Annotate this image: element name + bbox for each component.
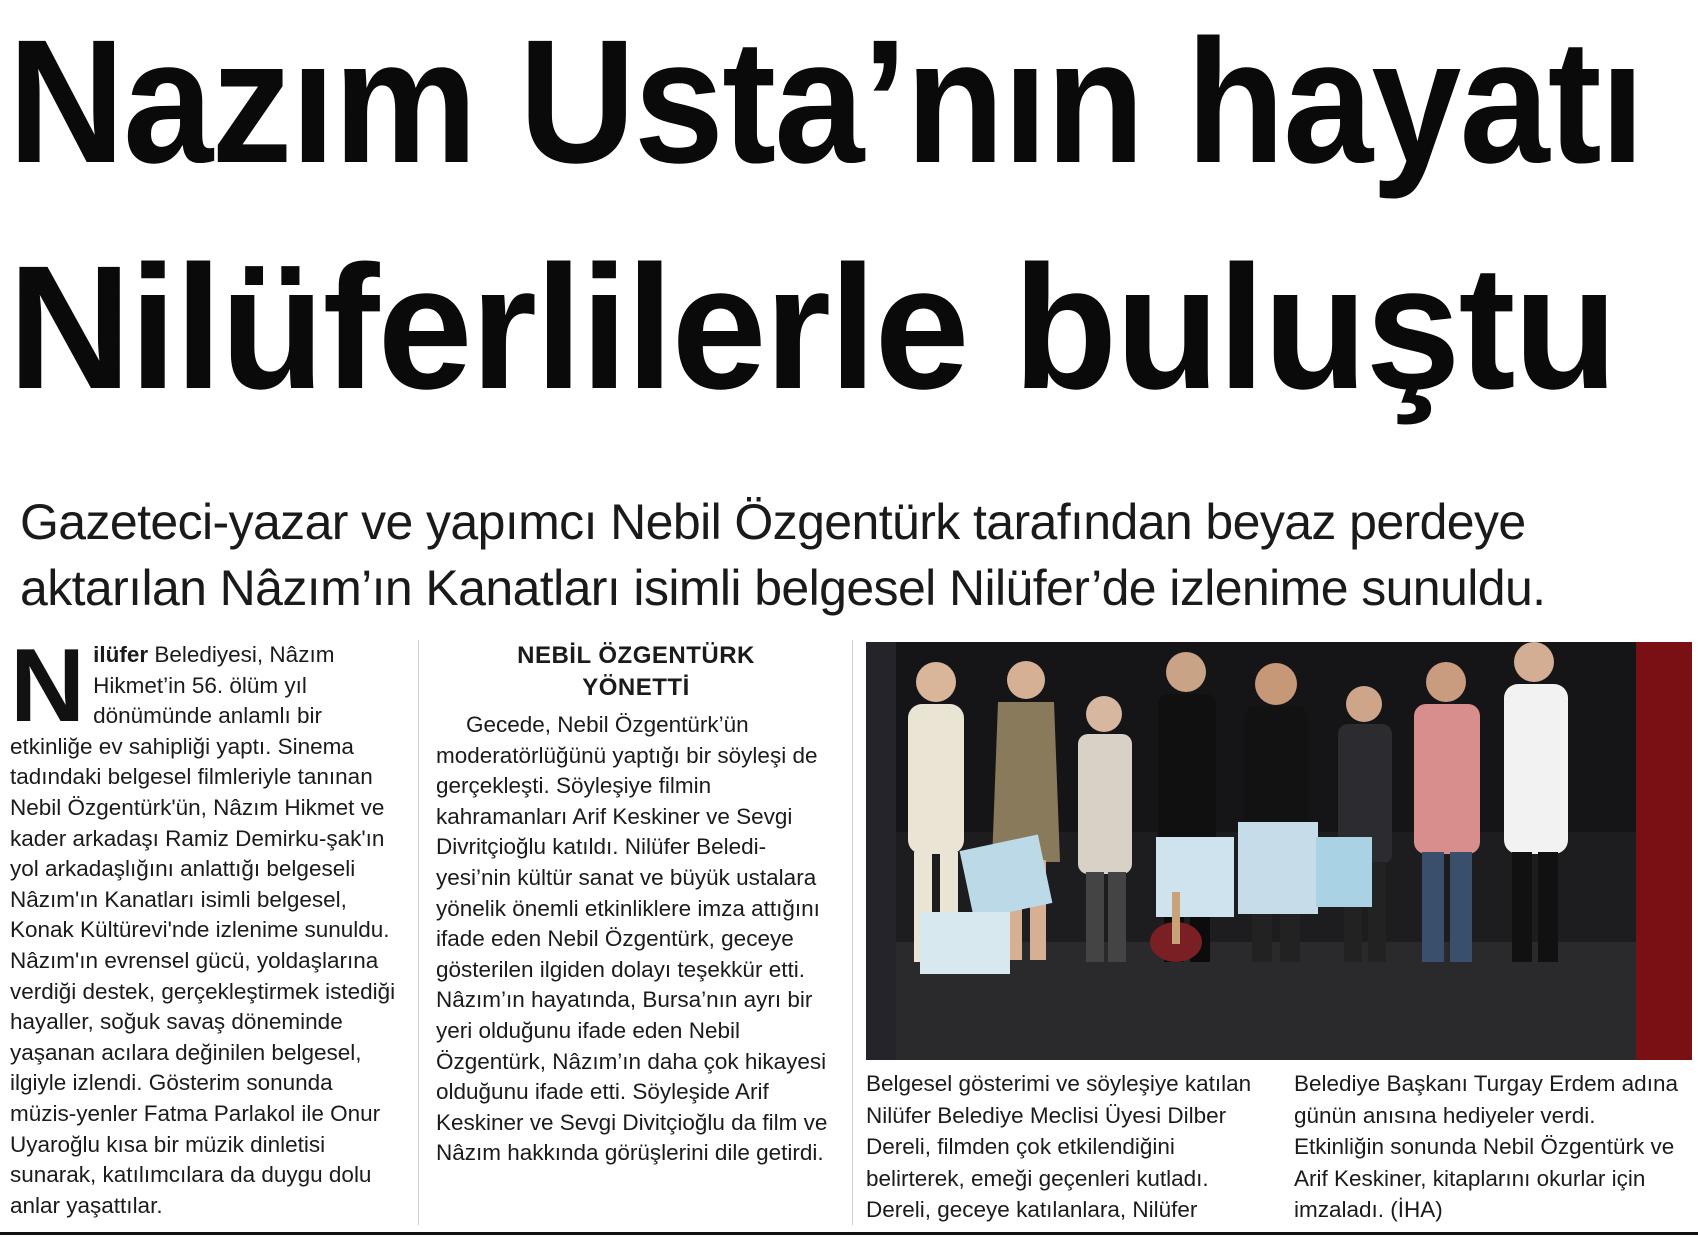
column-1-body: Belediyesi, Nâzım Hikmet’in 56. ölüm yıl dönümünde anlamlı bir etkinliğe ev sahipliği yaptı. Sinema tadındaki belgesel filmleriyle tanınan Nebil Özgentürk'ün, Nâzım Hikmet ve kader arkadaşı Ramiz Demirku-şak'ın yol arkadaşlığını anlattığı belgeseli Nâzım'ın Kanatları isimli belgesel, Konak Kültürevi'nde izlenime sunuldu. Nâzım'ın evrensel gücü, yoldaşlarına verdiği destek, gerçekleştirmek istediği hayaller, soğuk savaş döneminde yaşanan acılara değinilen belgesel, ilgiyle izlendi. Gösterim sonunda müzis-yenler Fatma Parlakol ile Onur Uyaroğlu kısa bir müzik dinletisi sunarak, katılımcılara da duygu dolu anlar yaşattılar. [10, 642, 396, 1218]
subheading-line-1: NEBİL ÖZGENTÜRK [517, 642, 755, 669]
lead-word: ilüfer [93, 642, 149, 667]
caption-left-text: Belgesel gösterimi ve söyleşiye katılan Nilüfer Belediye Meclisi Üyesi Dilber Dereli, filmden çok etkilendiğini belirterek, emeği geçenleri kutladı. Dereli, geceye katılanlara, Nilüfer [866, 1071, 1252, 1222]
headline-line-1: Nazım Usta’nın hayatı [8, 4, 1643, 200]
photo-caption-left [866, 1068, 1256, 1226]
article-column-1 [10, 628, 400, 1221]
deck-line-2: aktarılan Nâzım’ın Kanatları isimli belgesel Nilüfer’de izlenime sunuldu. [20, 560, 1546, 616]
event-photo [866, 642, 1692, 1060]
event-photo-illustration [866, 642, 1692, 1060]
photo-caption-right [1294, 1068, 1690, 1226]
subheading [436, 640, 836, 704]
drop-cap: N [10, 628, 86, 744]
subheading-line-2: YÖNETTİ [582, 674, 690, 701]
deck-line-1: Gazeteci-yazar ve yapımcı Nebil Özgentürk tarafından beyaz perdeye [20, 494, 1526, 550]
column-divider [852, 640, 853, 1225]
bottom-rule [0, 1232, 1698, 1235]
headline-line-2: Nilüferlilerle buluştu [8, 230, 1616, 426]
column-divider [418, 640, 419, 1225]
caption-right-text: Belediye Başkanı Turgay Erdem adına günün anısına hediyeler verdi. Etkinliğin sonunda Nebil Özgentürk ve Arif Keskiner, kitaplarını okurlar için imzaladı. (İHA) [1294, 1071, 1678, 1222]
article-column-2 [436, 640, 836, 1169]
column-2-body: Gecede, Nebil Özgentürk’ün moderatörlüğünü yaptığı bir söyleşi de gerçekleşti. Söyleşiye filmin kahramanları Arif Keskiner ve Sevgi Divritçioğlu katıldı. Nilüfer Beledi-yesi’nin kültür sanat ve büyük ustalara yönelik önemli etkinliklere imza attığını ifade eden Nebil Özgentürk, geceye gösterilen ilgiden dolayı teşekkür etti. Nâzım’ın hayatında, Bursa’nın ayrı bir yeri olduğunu ifade eden Nebil Özgentürk, Nâzım’ın daha çok hikayesi olduğunu ifade etti. Söyleşide Arif Keskiner ve Sevgi Divitçioğlu da film ve Nâzım hakkında görüşlerini dile getirdi. [436, 712, 828, 1166]
